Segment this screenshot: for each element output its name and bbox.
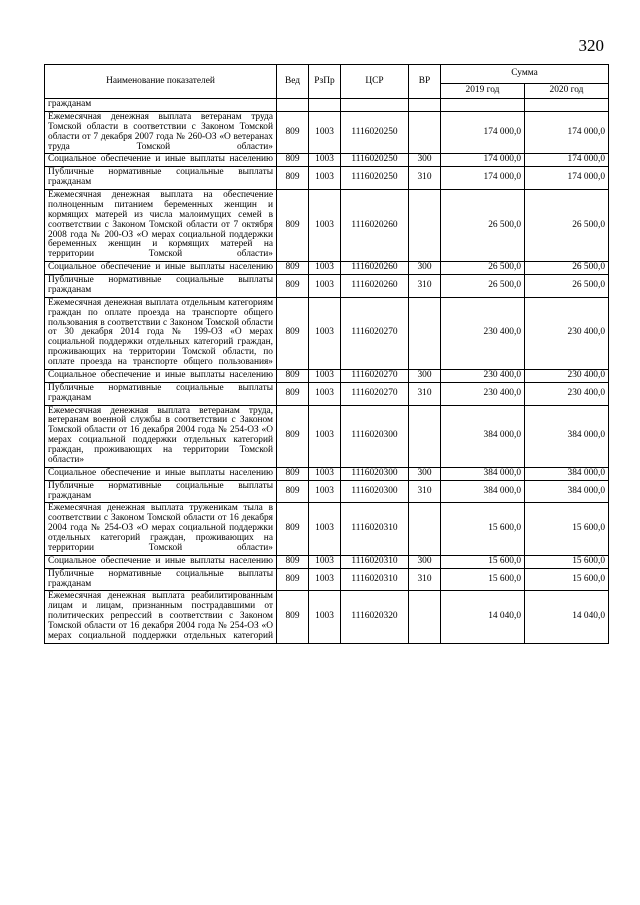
- cell-csr: 1116020300: [341, 467, 409, 480]
- cell-csr: 1116020310: [341, 555, 409, 568]
- cell-rzpr: 1003: [309, 503, 341, 555]
- cell-ved: 809: [277, 382, 309, 405]
- cell-csr: 1116020300: [341, 405, 409, 467]
- cell-ved: 809: [277, 167, 309, 190]
- header-name: Наименование показателей: [45, 65, 277, 99]
- cell-name: Социальное обеспечение и иные выплаты населению: [45, 369, 277, 382]
- cell-sum-2019: 384 000,0: [441, 480, 525, 503]
- cell-ved: 809: [277, 111, 309, 154]
- cell-sum-2019: 384 000,0: [441, 405, 525, 467]
- cell-csr: 1116020250: [341, 111, 409, 154]
- page-number: 320: [578, 36, 604, 55]
- cell-sum-2020: 14 040,0: [525, 591, 609, 643]
- table-row: [45, 405, 609, 467]
- cell-sum-2019: 174 000,0: [441, 154, 525, 167]
- cell-csr: 1116020310: [341, 568, 409, 591]
- cell-ved: 809: [277, 154, 309, 167]
- cell-vr: 300: [409, 555, 441, 568]
- cell-csr: 1116020270: [341, 382, 409, 405]
- cell-rzpr: 1003: [309, 275, 341, 298]
- table-row: [45, 99, 609, 112]
- cell-vr: [409, 111, 441, 154]
- cell-vr: [409, 405, 441, 467]
- cell-vr: 300: [409, 154, 441, 167]
- cell-name: Социальное обеспечение и иные выплаты населению: [45, 467, 277, 480]
- cell-vr: 300: [409, 262, 441, 275]
- cell-ved: 809: [277, 568, 309, 591]
- cell-sum-2020: 26 500,0: [525, 190, 609, 262]
- cell-vr: 300: [409, 369, 441, 382]
- cell-sum-2020: 230 400,0: [525, 297, 609, 369]
- cell-rzpr: 1003: [309, 467, 341, 480]
- cell-ved: 809: [277, 297, 309, 369]
- cell-csr: 1116020300: [341, 480, 409, 503]
- table-row: [45, 591, 609, 643]
- cell-sum-2020: 15 600,0: [525, 555, 609, 568]
- cell-sum-2019: 15 600,0: [441, 555, 525, 568]
- cell-rzpr: 1003: [309, 591, 341, 643]
- cell-sum-2020: 384 000,0: [525, 405, 609, 467]
- table-row: [45, 154, 609, 167]
- cell-sum-2020: 174 000,0: [525, 167, 609, 190]
- cell-name: Публичные нормативные социальные выплаты гражданам: [45, 382, 277, 405]
- cell-name: Социальное обеспечение и иные выплаты населению: [45, 154, 277, 167]
- cell-csr: 1116020260: [341, 275, 409, 298]
- cell-ved: 809: [277, 190, 309, 262]
- cell-ved: 809: [277, 275, 309, 298]
- table-row: [45, 480, 609, 503]
- cell-sum-2019: 230 400,0: [441, 382, 525, 405]
- header-ved: Вед: [277, 65, 309, 99]
- table-row: [45, 190, 609, 262]
- cell-sum-2020: 384 000,0: [525, 467, 609, 480]
- cell-csr: 1116020310: [341, 503, 409, 555]
- cell-ved: 809: [277, 503, 309, 555]
- cell-ved: 809: [277, 591, 309, 643]
- cell-rzpr: 1003: [309, 480, 341, 503]
- cell-name: гражданам: [45, 99, 277, 112]
- header-vr: ВР: [409, 65, 441, 99]
- cell-vr: 310: [409, 480, 441, 503]
- cell-csr: 1116020250: [341, 154, 409, 167]
- table-row: [45, 275, 609, 298]
- cell-vr: 300: [409, 467, 441, 480]
- cell-sum-2020: 26 500,0: [525, 262, 609, 275]
- cell-vr: 310: [409, 167, 441, 190]
- cell-sum-2020: 15 600,0: [525, 503, 609, 555]
- table-row: [45, 467, 609, 480]
- table-header: [45, 65, 609, 99]
- header-year-2019: 2019 год: [441, 84, 525, 99]
- table-row: [45, 369, 609, 382]
- table-row: [45, 382, 609, 405]
- cell-csr: 1116020270: [341, 297, 409, 369]
- cell-rzpr: 1003: [309, 405, 341, 467]
- header-rzpr: РзПр: [309, 65, 341, 99]
- cell-sum-2019: 230 400,0: [441, 369, 525, 382]
- cell-rzpr: 1003: [309, 190, 341, 262]
- cell-sum-2019: 384 000,0: [441, 467, 525, 480]
- table-row: [45, 503, 609, 555]
- cell-vr: [409, 297, 441, 369]
- cell-sum-2019: 26 500,0: [441, 275, 525, 298]
- cell-rzpr: 1003: [309, 382, 341, 405]
- cell-sum-2019: [441, 99, 525, 112]
- header-csr: ЦСР: [341, 65, 409, 99]
- table-row: [45, 297, 609, 369]
- cell-sum-2019: 26 500,0: [441, 262, 525, 275]
- cell-rzpr: 1003: [309, 262, 341, 275]
- cell-sum-2019: 14 040,0: [441, 591, 525, 643]
- cell-sum-2020: 230 400,0: [525, 382, 609, 405]
- cell-name: Ежемесячная денежная выплата ветеранам труда Томской области в соответствии с Законом Томской области от 7 декабря 2007 года № 260-ОЗ «О ветеранах труда Томской области»: [45, 111, 277, 154]
- cell-sum-2019: 230 400,0: [441, 297, 525, 369]
- cell-sum-2019: 174 000,0: [441, 167, 525, 190]
- cell-sum-2020: [525, 99, 609, 112]
- table-row: [45, 262, 609, 275]
- cell-ved: 809: [277, 369, 309, 382]
- cell-sum-2019: 15 600,0: [441, 503, 525, 555]
- cell-ved: 809: [277, 262, 309, 275]
- cell-sum-2020: 174 000,0: [525, 154, 609, 167]
- cell-rzpr: 1003: [309, 568, 341, 591]
- cell-csr: 1116020250: [341, 167, 409, 190]
- cell-csr: [341, 99, 409, 112]
- header-sum: Сумма: [441, 65, 609, 84]
- cell-name: Ежемесячная денежная выплата труженикам тыла в соответствии с Законом Томской области от 16 декабря 2004 года № 254-ОЗ «О мерах социальной поддержки отдельных категорий граждан, проживающих на территории Томской области»: [45, 503, 277, 555]
- cell-name: Ежемесячная денежная выплата реабилитированным лицам и лицам, признанным пострадавшими от политических репрессий в соответствии с Законом Томской области от 16 декабря 2004 года № 254-ОЗ «О мерах социальной поддержки отдельных категорий: [45, 591, 277, 643]
- cell-sum-2020: 230 400,0: [525, 369, 609, 382]
- cell-vr: 310: [409, 568, 441, 591]
- cell-sum-2019: 26 500,0: [441, 190, 525, 262]
- cell-vr: 310: [409, 275, 441, 298]
- cell-name: Социальное обеспечение и иные выплаты населению: [45, 555, 277, 568]
- table-row: [45, 167, 609, 190]
- cell-rzpr: 1003: [309, 369, 341, 382]
- cell-name: Ежемесячная денежная выплата ветеранам труда, ветеранам военной службы в соответствии с Законом Томской области от 16 декабря 2004 года № 254-ОЗ «О мерах социальной поддержки отдельных категорий граждан, проживающих на территории Томской области»: [45, 405, 277, 467]
- cell-sum-2020: 174 000,0: [525, 111, 609, 154]
- table-row: [45, 555, 609, 568]
- cell-vr: [409, 190, 441, 262]
- table-row: [45, 568, 609, 591]
- cell-vr: [409, 99, 441, 112]
- cell-name: Социальное обеспечение и иные выплаты населению: [45, 262, 277, 275]
- cell-rzpr: 1003: [309, 111, 341, 154]
- cell-ved: 809: [277, 555, 309, 568]
- cell-name: Публичные нормативные социальные выплаты гражданам: [45, 167, 277, 190]
- cell-csr: 1116020260: [341, 262, 409, 275]
- cell-vr: [409, 591, 441, 643]
- table-body: [45, 99, 609, 644]
- cell-rzpr: 1003: [309, 297, 341, 369]
- cell-ved: [277, 99, 309, 112]
- cell-ved: 809: [277, 467, 309, 480]
- cell-sum-2019: 15 600,0: [441, 568, 525, 591]
- cell-rzpr: 1003: [309, 555, 341, 568]
- cell-sum-2019: 174 000,0: [441, 111, 525, 154]
- cell-name: Публичные нормативные социальные выплаты гражданам: [45, 480, 277, 503]
- cell-vr: 310: [409, 382, 441, 405]
- budget-table: [44, 64, 609, 644]
- table-row: [45, 111, 609, 154]
- cell-sum-2020: 384 000,0: [525, 480, 609, 503]
- cell-csr: 1116020270: [341, 369, 409, 382]
- cell-name: Ежемесячная денежная выплата отдельным категориям граждан по оплате проезда на транспорте общего пользования в соответствии с Законом Томской области от 30 декабря 2014 года № 199-ОЗ «О мерах социальной поддержки отдельных категорий граждан, проживающих на территории Томской области, по оплате проезда на транспорте общего пользования»: [45, 297, 277, 369]
- cell-sum-2020: 26 500,0: [525, 275, 609, 298]
- cell-sum-2020: 15 600,0: [525, 568, 609, 591]
- cell-vr: [409, 503, 441, 555]
- cell-csr: 1116020260: [341, 190, 409, 262]
- cell-ved: 809: [277, 480, 309, 503]
- cell-csr: 1116020320: [341, 591, 409, 643]
- header-year-2020: 2020 год: [525, 84, 609, 99]
- cell-name: Публичные нормативные социальные выплаты гражданам: [45, 568, 277, 591]
- cell-name: Публичные нормативные социальные выплаты гражданам: [45, 275, 277, 298]
- cell-name: Ежемесячная денежная выплата на обеспечение полноценным питанием беременных женщин и кормящих матерей из числа малоимущих семей в соответствии с Законом Томской области от 7 октября 2008 года № 200-ОЗ «О мерах социальной поддержки беременных женщин и кормящих матерей на территории Томской области»: [45, 190, 277, 262]
- cell-rzpr: [309, 99, 341, 112]
- cell-rzpr: 1003: [309, 154, 341, 167]
- cell-ved: 809: [277, 405, 309, 467]
- cell-rzpr: 1003: [309, 167, 341, 190]
